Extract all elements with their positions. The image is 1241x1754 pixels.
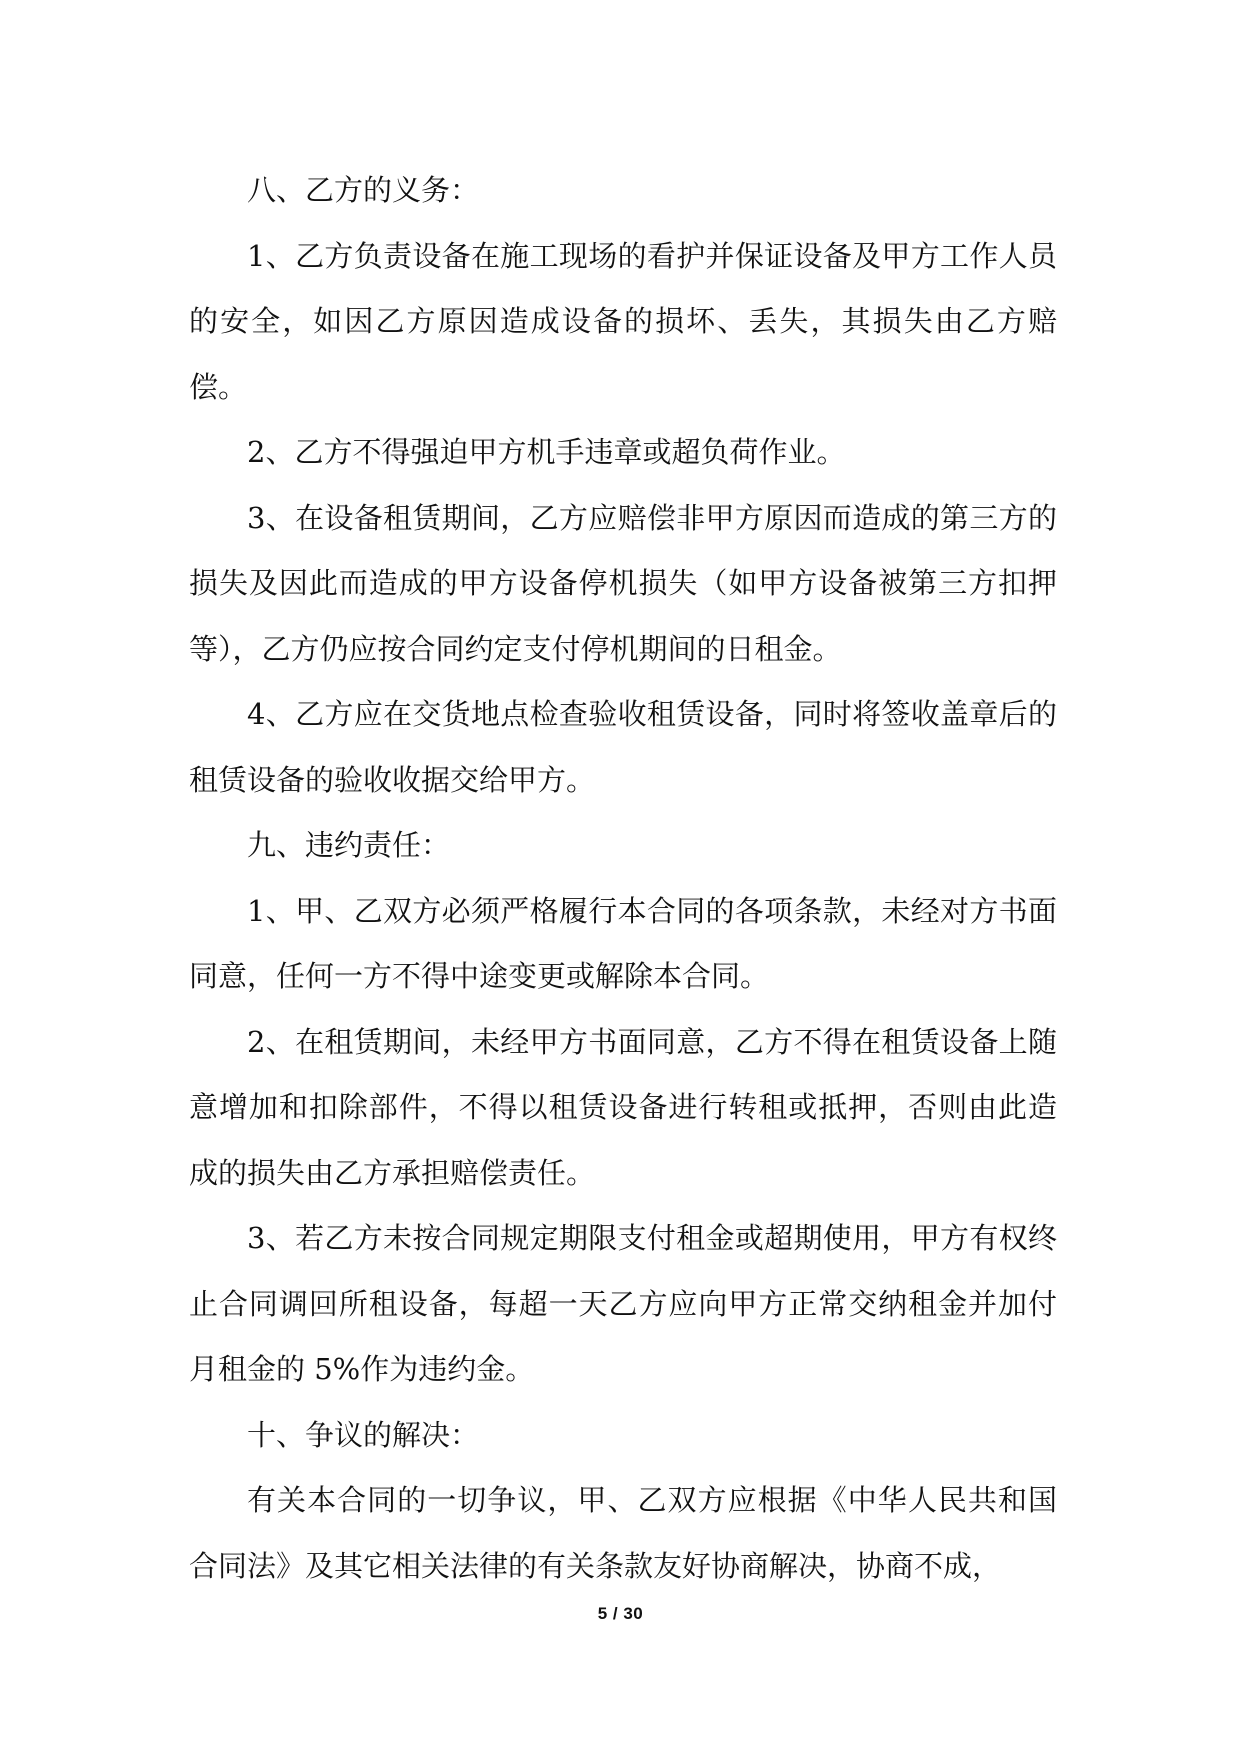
- document-body: [189, 158, 1057, 1599]
- clause-paragraph: 2、乙方不得强迫甲方机手违章或超负荷作业。: [247, 435, 846, 469]
- section-heading-disputes: 十、争议的解决：: [247, 1417, 480, 1452]
- clause-paragraph: 2、在租赁期间，未经甲方书面同意，乙方不得在租赁设备上随意增加和扣除部件，不得以租赁设备进行转租或抵押，否则由此造成的损失由乙方承担赔偿责任。: [189, 1024, 1057, 1190]
- clause-paragraph: 4、乙方应在交货地点检查验收租赁设备，同时将签收盖章后的租赁设备的验收收据交给甲方。: [189, 697, 1057, 797]
- clause-paragraph: 3、若乙方未按合同规定期限支付租金或超期使用，甲方有权终止合同调回所租设备，每超一天乙方应向甲方正常交纳租金并加付月租金的 5%作为违约金。: [189, 1221, 1057, 1386]
- clause-paragraph: 1、甲、乙双方必须严格履行本合同的各项条款，未经对方书面同意，任何一方不得中途变更或解除本合同。: [189, 893, 1057, 993]
- section-heading-liability: 九、违约责任：: [247, 828, 451, 862]
- clause-paragraph: 3、在设备租赁期间，乙方应赔偿非甲方原因而造成的第三方的损失及因此而造成的甲方设备停机损失（如甲方设备被第三方扣押等），乙方仍应按合同约定支付停机期间的日租金。: [189, 500, 1057, 666]
- clause-paragraph: 1、乙方负责设备在施工现场的看护并保证设备及甲方工作人员的安全，如因乙方原因造成设备的损坏、丢失，其损失由乙方赔偿。: [189, 238, 1057, 404]
- clause-paragraph: 有关本合同的一切争议，甲、乙双方应根据《中华人民共和国合同法》及其它相关法律的有关条款友好协商解决，协商不成，: [189, 1483, 1057, 1583]
- page-number: 5 / 30: [597, 1604, 644, 1623]
- section-heading-obligations: 八、乙方的义务：: [247, 173, 480, 207]
